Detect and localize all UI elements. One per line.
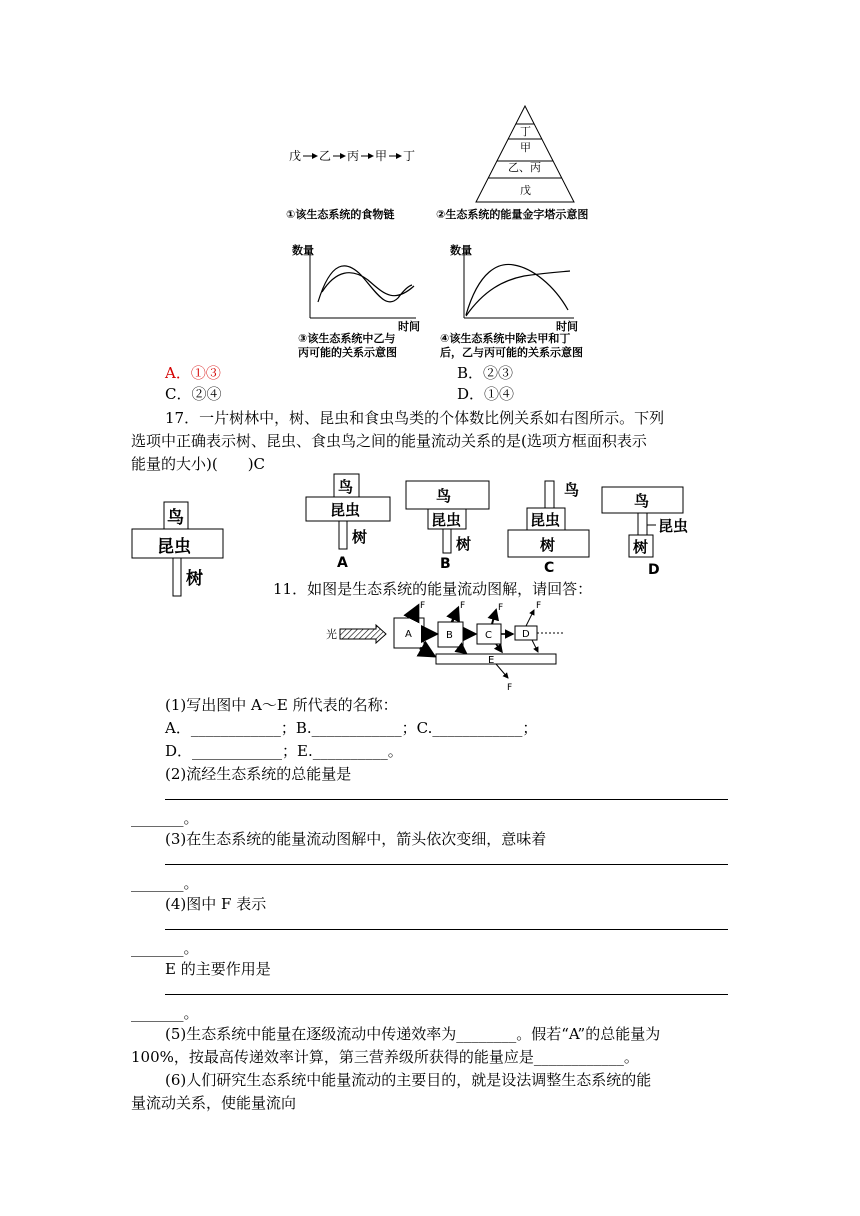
- q17-line-1: 17．一片树林中，树、昆虫和食虫鸟类的个体数比例关系如右图所示。下列: [165, 409, 665, 427]
- q11-p4b: E 的主要作用是: [165, 960, 271, 978]
- q11-p5-line-1: (5)生态系统中能量在逐级流动中传递效率为________。假若“A”的总能量为: [165, 1025, 661, 1043]
- graph-4: [444, 240, 580, 336]
- q17-option-b-figure: [404, 479, 494, 579]
- food-chain-node: 丁: [403, 149, 416, 163]
- q17-option-d-diagram: [600, 485, 700, 577]
- q11-p2-tail: _______。: [131, 809, 199, 827]
- pyramid-level-ding: 丁: [520, 125, 531, 138]
- q16-option-c: C．②④: [165, 385, 222, 403]
- graph-3-caption-line-1: ③该生态系统中乙与: [298, 332, 396, 345]
- energy-flow-diagram-svg: [326, 598, 576, 694]
- graph-3-ylabel-1: 数量: [292, 244, 314, 257]
- energy-pyramid: [474, 104, 576, 208]
- label-tree: 树: [456, 535, 472, 553]
- q17-option-c-diagram: [506, 479, 606, 575]
- graph-4-caption: [440, 332, 583, 360]
- energy-pyramid-diagram: [474, 104, 576, 204]
- box-b-label: B: [446, 630, 453, 641]
- label-bird: 鸟: [634, 492, 650, 510]
- answer-line[interactable]: [165, 929, 728, 930]
- q17-line-2: 选项中正确表示树、昆虫、食虫鸟之间的能量流动关系的是(选项方框面积表示: [131, 432, 647, 450]
- q11-p4-tail: _______。: [131, 939, 199, 957]
- food-chain-caption: ①该生态系统的食物链: [286, 208, 395, 221]
- option-letter-c: C: [544, 560, 555, 575]
- pyramid-level-jia: 甲: [520, 141, 531, 154]
- pyramid-level-wu: 戊: [520, 184, 531, 197]
- f-label: F: [498, 603, 504, 613]
- answer-line[interactable]: [165, 864, 728, 865]
- label-bird: 鸟: [338, 478, 354, 496]
- answer-line[interactable]: [165, 994, 728, 995]
- option-letter-d: D: [648, 562, 660, 577]
- f-label: F: [536, 601, 542, 611]
- graph-3-xlabel: 时间: [398, 320, 420, 332]
- q17-option-a-figure: [300, 472, 400, 576]
- graph-4-caption-line-2: 后，乙与丙可能的关系示意图: [440, 346, 583, 359]
- q11-p3-tail: _______。: [131, 874, 199, 892]
- graph-3: [286, 240, 422, 336]
- label-bird: 鸟: [436, 487, 452, 505]
- food-chain-node: 甲: [375, 149, 388, 163]
- q11-p6-line-1: (6)人们研究生态系统中能量流动的主要目的，就是设法调整生态系统的能: [165, 1071, 652, 1089]
- graph-4-caption-line-1: ④该生态系统中除去甲和丁: [440, 332, 571, 345]
- q11-p4b-tail: _______。: [131, 1004, 199, 1022]
- q17-option-c-figure: [506, 479, 606, 579]
- q17-number-pyramid: [130, 500, 230, 604]
- q16-option-d: D．①④: [457, 385, 515, 403]
- energy-flow-diagram: [326, 598, 576, 698]
- q11-intro: 11．如图是生态系统的能量流动图解，请回答：: [273, 580, 593, 598]
- box-d-label: D: [522, 629, 530, 640]
- food-chain: [286, 145, 426, 169]
- q11-p1-line-1: A．____________；B.____________；C.____________；: [165, 719, 538, 737]
- pyramid-level-yi-bing: 乙、丙: [508, 161, 541, 174]
- label-insect: 昆虫: [431, 511, 462, 529]
- food-chain-node: 丙: [347, 149, 360, 163]
- light-label: 光: [326, 628, 337, 641]
- q11-p1-line-2: D．____________；E.__________。: [165, 742, 403, 760]
- option-letter-b: B: [440, 556, 451, 572]
- q17-line-3: 能量的大小)( )C: [131, 455, 266, 473]
- label-insect: 昆虫: [157, 537, 191, 557]
- label-tree: 树: [540, 536, 556, 554]
- graph-4-plot: [444, 240, 580, 332]
- f-label: F: [420, 601, 426, 611]
- label-tree: 树: [633, 538, 649, 556]
- graph-3-caption: [298, 332, 397, 360]
- q17-option-d-figure: [600, 485, 700, 581]
- food-chain-node: 乙: [319, 149, 332, 163]
- q11-p2: (2)流经生态系统的总能量是: [165, 765, 352, 783]
- box-a-label: A: [405, 629, 412, 640]
- label-tree: 树: [186, 569, 203, 589]
- graph-3-caption-line-2: 丙可能的关系示意图: [298, 346, 397, 359]
- label-insect: 昆虫: [530, 511, 561, 529]
- label-tree: 树: [352, 528, 368, 546]
- label-insect: 昆虫: [658, 517, 689, 535]
- f-label: F: [507, 683, 513, 693]
- graph-4-ylabel-1: 数量: [450, 244, 472, 257]
- q17-number-pyramid-diagram: [130, 500, 230, 600]
- box-e-label: E: [488, 655, 495, 666]
- f-label: F: [460, 601, 466, 611]
- graph-3-plot: [286, 240, 422, 332]
- food-chain-node: 戊: [289, 149, 302, 163]
- q16-option-a: A．①③: [165, 364, 221, 382]
- q11-p3: (3)在生态系统的能量流动图解中，箭头依次变细，意味着: [165, 830, 547, 848]
- q17-option-b-diagram: [404, 479, 494, 575]
- q11-p5-line-2: 100%，按最高传递效率计算，第三营养级所获得的能量应是____________。: [131, 1048, 639, 1066]
- pyramid-caption: ②生态系统的能量金字塔示意图: [436, 208, 589, 221]
- q11-p1: (1)写出图中 A～E 所代表的名称：: [165, 696, 398, 714]
- food-chain-diagram: [286, 145, 426, 165]
- q17-option-a-diagram: [300, 472, 400, 572]
- answer-line[interactable]: [165, 799, 728, 800]
- label-bird: 鸟: [167, 508, 184, 528]
- q16-option-b: B．②③: [457, 364, 514, 382]
- option-letter-a: A: [337, 555, 348, 571]
- graph-4-xlabel: 时间: [556, 320, 578, 332]
- q11-p4: (4)图中 F 表示: [165, 895, 267, 913]
- box-c-label: C: [485, 630, 492, 641]
- q11-p6-line-2: 量流动关系，使能量流向: [131, 1094, 297, 1112]
- label-insect: 昆虫: [330, 501, 361, 519]
- label-bird: 鸟: [564, 481, 580, 499]
